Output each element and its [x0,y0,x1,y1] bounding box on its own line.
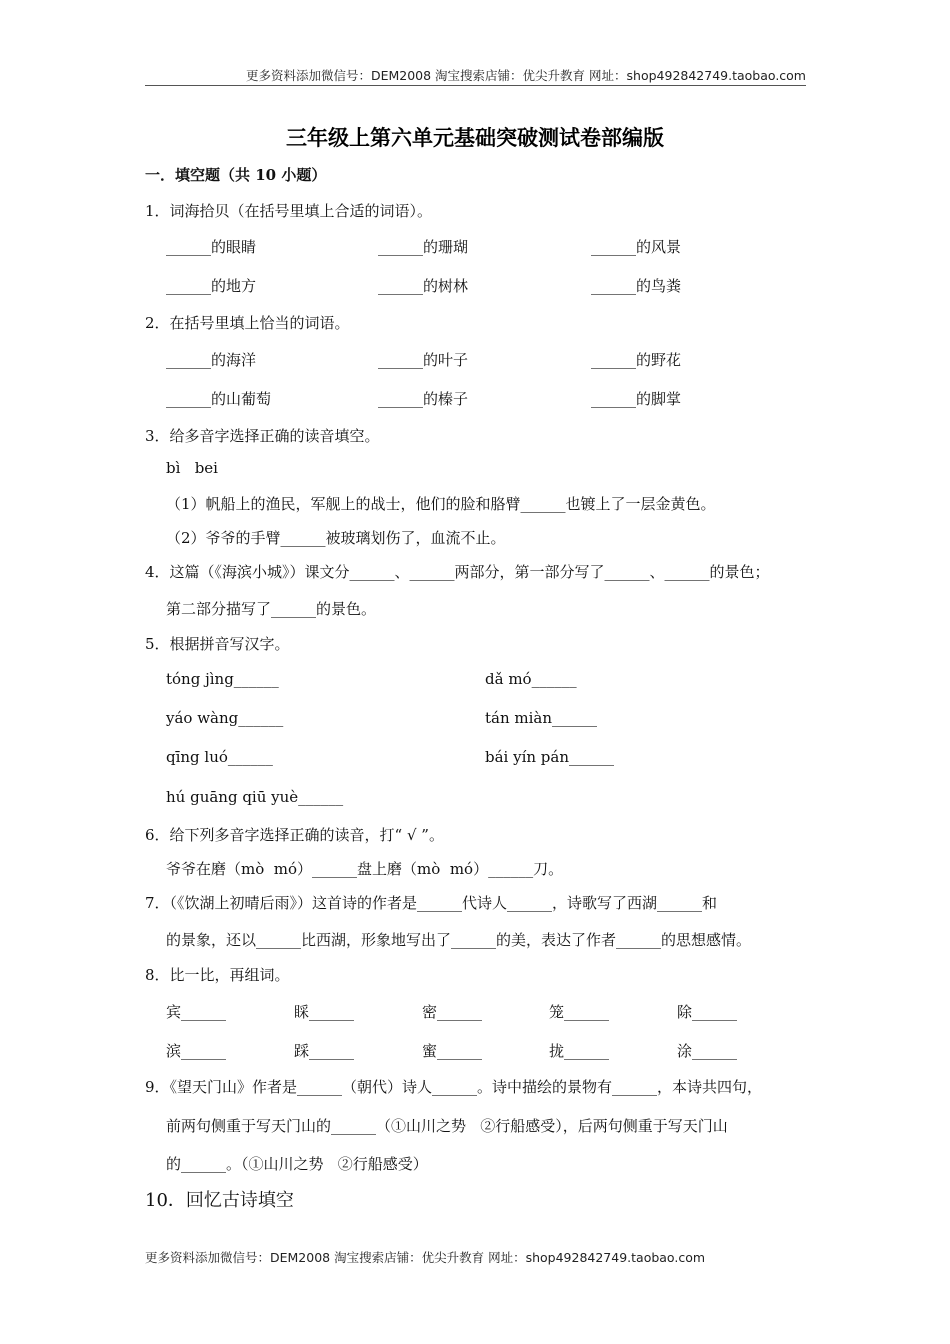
q1-blank: ______的鸟粪 [591,277,682,295]
q8-word: 除______ [677,1003,738,1021]
q1-blank: ______的树林 [378,277,469,295]
question-2-stem: 2．在括号里填上恰当的词语。 [145,314,350,332]
question-7-line-1: 7．（《饮湖上初晴后雨》）这首诗的作者是______代诗人______，诗歌写了西湖______和 [145,894,718,912]
question-5-stem: 5．根据拼音写汉字。 [145,635,290,653]
q8-word: 宾______ [166,1003,227,1021]
header-divider [145,85,806,86]
page-title: 三年级上第六单元基础突破测试卷部编版 [286,125,664,150]
q5-item: bái yín pán______ [485,748,615,766]
question-1-stem: 1．词海拾贝（在括号里填上合适的词语）。 [145,202,433,220]
question-6-stem: 6．给下列多音字选择正确的读音，打“ √ ”。 [145,826,444,844]
q3-sentence-2: （2）爷爷的手臂______被玻璃划伤了，血流不止。 [166,529,506,547]
q1-blank: ______的风景 [591,238,682,256]
section-heading: 一．填空题（共 10 小题） [145,166,327,184]
q8-word: 滨______ [166,1042,227,1060]
q6-line: 爷爷在磨（mò mó）______盘上磨（mò mó）______刀。 [166,860,564,878]
q5-item: qīng luó______ [166,748,273,766]
question-9-line-1: 9．《望天门山》作者是______（朝代）诗人______。诗中描绘的景物有______，本诗共四句， [145,1078,763,1096]
q3-pinyin-options: bì bei [166,459,218,477]
q8-word: 涂______ [677,1042,738,1060]
question-3-stem: 3．给多音字选择正确的读音填空。 [145,427,380,445]
q8-word: 蜜______ [422,1042,483,1060]
q5-item: hú guāng qiū yuè______ [166,788,344,806]
q1-blank: ______的珊瑚 [378,238,469,256]
q3-sentence-1: （1）帆船上的渔民，军舰上的战士，他们的脸和胳臂______也镀上了一层金黄色。 [166,495,716,513]
question-4-line-2: 第二部分描写了______的景色。 [166,600,377,618]
q8-word: 踩______ [294,1042,355,1060]
question-4-line-1: 4．这篇（《海滨小城》）课文分______、______两部分，第一部分写了______、______的景色； [145,563,770,581]
q8-word: 睬______ [294,1003,355,1021]
q8-word: 密______ [422,1003,483,1021]
question-9-line-3: 的______。（①山川之势 ②行船感受） [166,1155,428,1173]
q8-word: 拢______ [549,1042,610,1060]
q2-blank: ______的山葡萄 [166,390,272,408]
q2-blank: ______的野花 [591,351,682,369]
q2-blank: ______的脚掌 [591,390,682,408]
page-footer: 更多资料添加微信号：DEM2008 淘宝搜索店铺：优尖升教育 网址：shop492842749.taobao.com [145,1250,706,1265]
q2-blank: ______的海洋 [166,351,257,369]
question-7-line-2: 的景象，还以______比西湖，形象地写出了______的美，表达了作者______的思想感情。 [166,931,752,949]
q2-blank: ______的榛子 [378,390,469,408]
q5-item: dǎ mó______ [485,670,577,688]
question-8-stem: 8．比一比，再组词。 [145,966,290,984]
q8-word: 笼______ [549,1003,610,1021]
question-9-line-2: 前两句侧重于写天门山的______（①山川之势 ②行船感受），后两句侧重于写天门山 [166,1117,728,1135]
q1-blank: ______的眼睛 [166,238,257,256]
q1-blank: ______的地方 [166,277,257,295]
q5-item: tóng jìng______ [166,670,279,688]
q5-item: yáo wàng______ [166,709,284,727]
question-10-stem: 10．回忆古诗填空 [145,1190,294,1211]
page-header: 更多资料添加微信号：DEM2008 淘宝搜索店铺：优尖升教育 网址：shop492842749.taobao.com [245,68,806,83]
q5-item: tán miàn______ [485,709,598,727]
q2-blank: ______的叶子 [378,351,469,369]
